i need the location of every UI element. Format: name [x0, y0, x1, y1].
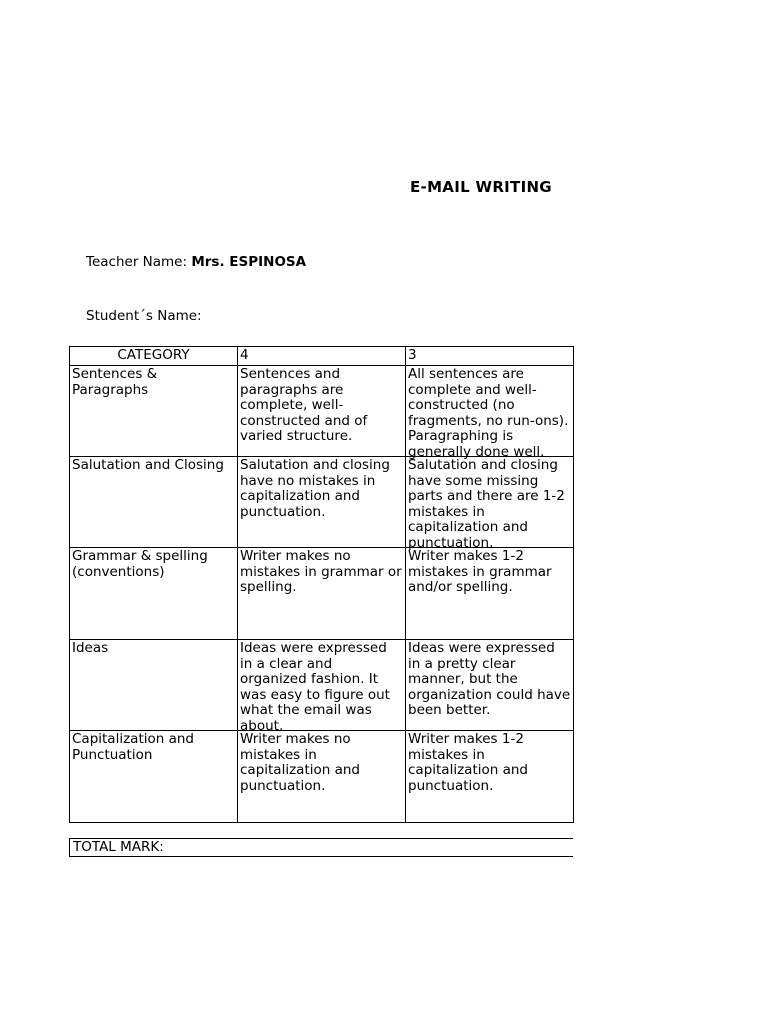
- cell-text: Sentences and paragraphs are complete, well-constructed and of varied structure.: [240, 366, 368, 445]
- row-category: [70, 731, 238, 823]
- cell-text: Writer makes 1-2 mistakes in grammar and/or spelling.: [408, 548, 552, 596]
- table-row: [70, 731, 574, 823]
- row-category: [70, 548, 238, 640]
- row-score-3: [406, 548, 574, 640]
- table-row: [70, 640, 574, 731]
- row-score-4: [238, 548, 406, 640]
- cell-text: Ideas: [72, 640, 109, 656]
- row-score-3: [406, 457, 574, 551]
- row-category: [70, 640, 238, 731]
- total-mark-label: TOTAL MARK:: [73, 839, 164, 855]
- row-score-4: [238, 366, 406, 457]
- student-name-label: Student´s Name:: [86, 308, 202, 324]
- cell-text: Ideas were expressed in a clear and organized fashion. It was easy to figure out what the email was about.: [240, 640, 390, 734]
- table-row: [70, 457, 574, 548]
- table-row: [70, 366, 574, 457]
- cell-text: Writer makes no mistakes in grammar or spelling.: [240, 548, 402, 596]
- cell-text: All sentences are complete and well-constructed (no fragments, no run-ons). Paragraphing is generally done well.: [408, 366, 569, 460]
- row-score-3: [406, 366, 574, 460]
- cell-text: Salutation and closing have no mistakes in capitalization and punctuation.: [240, 457, 390, 520]
- row-score-4: [238, 640, 406, 734]
- teacher-name-value: Mrs. ESPINOSA: [191, 254, 307, 270]
- rubric-table: [69, 346, 574, 823]
- cell-text: Salutation and Closing: [72, 457, 224, 473]
- row-score-4: [238, 457, 406, 548]
- rubric-header-row: [70, 347, 574, 366]
- cell-text: Salutation and closing have some missing parts and there are 1-2 mistakes in capitalization and punctuation.: [408, 457, 565, 551]
- cell-text: Writer makes 1-2 mistakes in capitalization and punctuation.: [408, 731, 528, 794]
- row-score-3: [406, 731, 574, 823]
- header-score-3: 3: [406, 347, 574, 366]
- cell-text: Writer makes no mistakes in capitalization and punctuation.: [240, 731, 360, 794]
- table-row: [70, 548, 574, 640]
- cell-text: Capitalization and Punctuation: [72, 731, 194, 763]
- teacher-name-label: Teacher Name:: [86, 254, 192, 270]
- cell-text: Grammar & spelling (conventions): [72, 548, 208, 580]
- row-score-3: [406, 640, 574, 731]
- row-category: [70, 457, 238, 548]
- total-mark-row: [69, 838, 573, 857]
- document-title: E-MAIL WRITING: [410, 178, 552, 196]
- row-score-4: [238, 731, 406, 823]
- teacher-name-line: [86, 254, 306, 270]
- row-category: [70, 366, 238, 457]
- header-score-4: 4: [238, 347, 406, 366]
- cell-text: Ideas were expressed in a pretty clear manner, but the organization could have been better.: [408, 640, 571, 719]
- cell-text: Sentences & Paragraphs: [72, 366, 158, 398]
- header-category: CATEGORY: [70, 347, 238, 366]
